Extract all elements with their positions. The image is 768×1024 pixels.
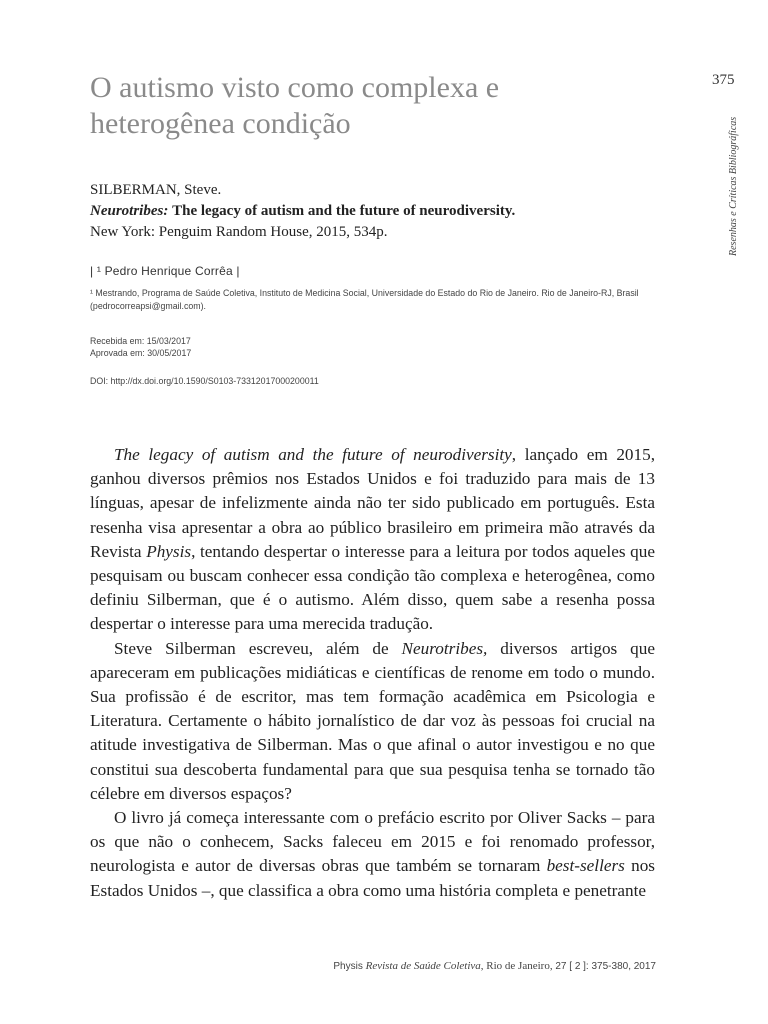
doi-link[interactable]: DOI: http://dx.doi.org/10.1590/S0103-73312017000200011 <box>90 376 319 386</box>
paragraph-text: , lançado em 2015, ganhou diversos prêmios nos Estados Unidos e foi traduzido para mais de 13 línguas, apesar de infelizmente ainda não ter sido publicado em português. Esta resenha visa apresentar a obra ao público brasileiro em primeira mão através da Revista <box>90 445 655 561</box>
submission-dates <box>90 335 191 359</box>
approved-date: Aprovada em: 30/05/2017 <box>90 348 192 358</box>
review-author: | ¹ Pedro Henrique Corrêa | <box>90 264 240 278</box>
italic-term: best-sellers <box>546 856 625 876</box>
footer-location: , Rio de Janeiro, <box>480 960 553 972</box>
paragraph-text: Steve Silberman escreveu, além de <box>114 638 402 658</box>
section-label: Resenhas e Críticas Bibliográficas <box>728 116 739 256</box>
paragraph-2 <box>90 637 655 806</box>
paragraph-1 <box>90 443 655 637</box>
book-reference <box>90 180 515 243</box>
italic-book: Neurotribes, <box>401 638 488 658</box>
title-line-2: heterogênea condição <box>90 107 351 140</box>
page-footer <box>333 960 656 972</box>
received-date: Recebida em: 15/03/2017 <box>90 336 191 346</box>
italic-journal: Physis <box>146 541 192 561</box>
title-line-1: O autismo visto como complexa e <box>90 71 500 104</box>
article-title <box>90 70 630 142</box>
author-affiliation: ¹ Mestrando, Programa de Saúde Coletiva, Instituto de Medicina Social, Universidade do Estado do Rio de Janeiro. Rio de Janeiro-RJ, Brasil (pedrocorreapsi@gmail.com). <box>90 288 639 311</box>
paragraph-text: nos Estados Unidos –, que classifica a obra como uma história completa e penetrante <box>90 856 655 900</box>
paragraph-3 <box>90 806 655 903</box>
footer-journal: Physis <box>333 961 363 972</box>
italic-title: The legacy of autism and the future of neurodiversity <box>114 445 512 464</box>
book-publication: New York: Penguim Random House, 2015, 534p. <box>90 224 388 240</box>
footer-journal-full: Revista de Saúde Coletiva <box>365 960 481 972</box>
book-title-line <box>90 201 515 222</box>
book-subtitle: The legacy of autism and the future of neurodiversity. <box>172 203 516 219</box>
book-author: SILBERMAN, Steve. <box>90 182 222 198</box>
page-number: 375 <box>712 72 735 88</box>
footer-citation: 27 [ 2 ]: 375-380, 2017 <box>552 961 656 972</box>
article-body <box>90 443 655 903</box>
book-title: Neurotribes: <box>90 203 169 219</box>
paragraph-text: diversos artigos que apareceram em publicações midiáticas e científicas de renome em todo o mundo. Sua profissão é de escritor, mas tem formação acadêmica em Psicologia e Literatura. Certamente o hábito jornalístico de dar voz às pessoas foi crucial na atitude investigativa de Silberman. Mas o que afinal o autor investigou e no que constitui sua descoberta fundamental para que sua pesquisa tenha se tornado tão célebre em diversos espaços? <box>90 638 655 803</box>
paragraph-text: , tentando despertar o interesse para a leitura por todos aqueles que pesquisam ou buscam conhecer essa condição tão complexa e heterogênea, como definiu Silberman, que é o autismo. Além disso, quem sabe a resenha possa despertar o interesse para uma merecida tradução. <box>90 541 655 634</box>
paragraph-text: O livro já começa interessante com o prefácio escrito por Oliver Sacks – para os que não o conhecem, Sacks faleceu em 2015 e foi renomado professor, neurologista e autor de diversas obras que também se tornaram <box>90 808 655 876</box>
